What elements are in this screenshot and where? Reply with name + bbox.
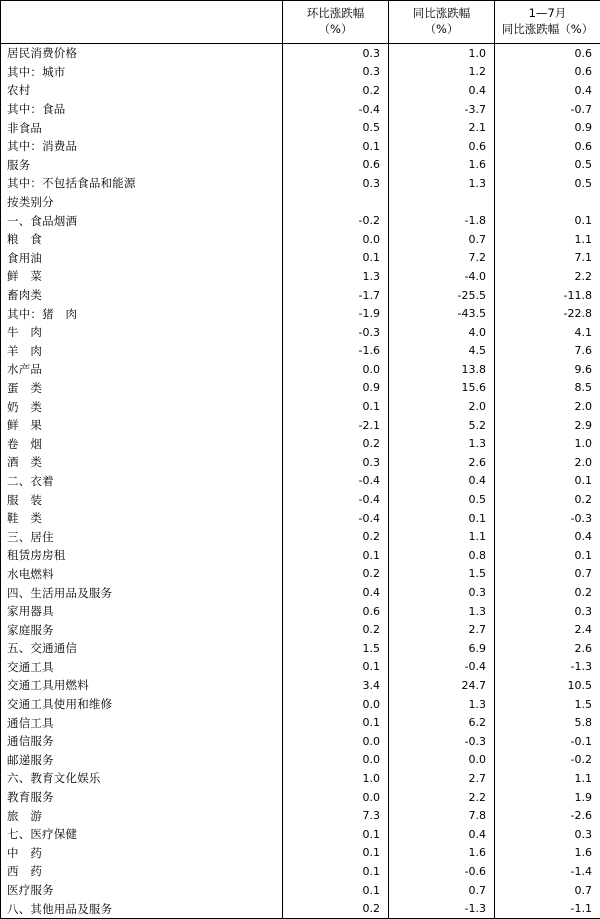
row-label: 其中：不包括食品和能源	[1, 174, 283, 193]
table-row	[1, 806, 600, 825]
row-value-mom: 0.2	[283, 899, 389, 918]
row-value-cumulative: 1.5	[495, 695, 600, 714]
row-value-mom: 0.0	[283, 732, 389, 751]
header-cum-line1: 1—7月	[495, 6, 600, 22]
row-value-mom: 0.9	[283, 379, 389, 398]
table-row	[1, 100, 600, 119]
row-label: 中 药	[1, 844, 283, 863]
row-label: 西 药	[1, 862, 283, 881]
row-value-cumulative: 2.0	[495, 397, 600, 416]
row-value-yoy: 0.7	[389, 881, 495, 900]
row-value-yoy: 0.4	[389, 81, 495, 100]
row-value-yoy: 4.5	[389, 342, 495, 361]
table-row	[1, 118, 600, 137]
row-value-cumulative: 2.2	[495, 267, 600, 286]
row-value-mom: 0.1	[283, 137, 389, 156]
row-value-cumulative: 5.8	[495, 713, 600, 732]
row-value-yoy: 1.2	[389, 63, 495, 82]
table-row	[1, 174, 600, 193]
row-label: 其中：食品	[1, 100, 283, 119]
row-value-yoy: 2.7	[389, 620, 495, 639]
row-value-yoy: 6.9	[389, 639, 495, 658]
row-value-mom: -0.4	[283, 509, 389, 528]
row-label: 鲜 菜	[1, 267, 283, 286]
row-label: 交通工具	[1, 658, 283, 677]
row-value-mom: 0.2	[283, 434, 389, 453]
row-label: 鞋 类	[1, 509, 283, 528]
table-row	[1, 788, 600, 807]
row-value-yoy: 6.2	[389, 713, 495, 732]
row-value-mom: 1.0	[283, 769, 389, 788]
table-row	[1, 44, 600, 63]
row-value-cumulative: 9.6	[495, 360, 600, 379]
row-value-cumulative: 0.5	[495, 156, 600, 175]
row-value-cumulative: -1.1	[495, 899, 600, 918]
row-label: 其中：消费品	[1, 137, 283, 156]
row-value-yoy: 2.7	[389, 769, 495, 788]
row-value-mom	[283, 193, 389, 212]
table-row	[1, 434, 600, 453]
header-cell-cumulative	[495, 1, 600, 44]
row-value-mom: 0.1	[283, 713, 389, 732]
table-row	[1, 342, 600, 361]
row-value-cumulative: 0.7	[495, 881, 600, 900]
row-value-yoy: 1.0	[389, 44, 495, 63]
row-value-yoy: 7.8	[389, 806, 495, 825]
row-value-mom: 0.4	[283, 583, 389, 602]
row-value-cumulative: 0.5	[495, 174, 600, 193]
row-label: 租赁房房租	[1, 546, 283, 565]
row-value-yoy: 0.8	[389, 546, 495, 565]
table-row	[1, 527, 600, 546]
row-label: 畜肉类	[1, 286, 283, 305]
row-value-yoy: 0.7	[389, 230, 495, 249]
table-header	[1, 1, 600, 44]
table-row	[1, 713, 600, 732]
row-value-mom: 0.0	[283, 751, 389, 770]
row-value-yoy: -1.3	[389, 899, 495, 918]
row-value-mom: 0.3	[283, 174, 389, 193]
row-value-mom: -1.6	[283, 342, 389, 361]
header-cum-line2: 同比涨跌幅（%）	[495, 22, 600, 38]
table-row	[1, 156, 600, 175]
header-mom-line1: 环比涨跌幅	[283, 6, 388, 22]
row-label: 其中：猪 肉	[1, 304, 283, 323]
row-value-yoy: 24.7	[389, 676, 495, 695]
row-value-cumulative: -0.7	[495, 100, 600, 119]
header-yoy-line1: 同比涨跌幅	[389, 6, 494, 22]
header-cell-mom	[283, 1, 389, 44]
row-value-mom: 0.1	[283, 249, 389, 268]
row-value-yoy: 1.3	[389, 174, 495, 193]
row-value-mom: -0.4	[283, 472, 389, 491]
table-row	[1, 453, 600, 472]
row-label: 七、医疗保健	[1, 825, 283, 844]
row-value-yoy: 1.6	[389, 156, 495, 175]
row-value-mom: 1.5	[283, 639, 389, 658]
row-value-yoy: 1.6	[389, 844, 495, 863]
row-value-cumulative: -1.3	[495, 658, 600, 677]
row-label: 通信工具	[1, 713, 283, 732]
row-value-cumulative: 7.6	[495, 342, 600, 361]
row-value-cumulative: 0.3	[495, 825, 600, 844]
table-row	[1, 416, 600, 435]
row-value-mom: 0.1	[283, 881, 389, 900]
row-value-yoy: 0.5	[389, 490, 495, 509]
row-value-cumulative: 0.3	[495, 602, 600, 621]
table-row	[1, 249, 600, 268]
row-label: 卷 烟	[1, 434, 283, 453]
row-value-yoy: 13.8	[389, 360, 495, 379]
row-value-mom: 0.1	[283, 397, 389, 416]
row-value-yoy: 0.0	[389, 751, 495, 770]
row-label: 居民消费价格	[1, 44, 283, 63]
row-value-cumulative: 1.1	[495, 769, 600, 788]
row-value-yoy: 1.3	[389, 602, 495, 621]
table-row	[1, 862, 600, 881]
row-value-cumulative: -0.2	[495, 751, 600, 770]
row-value-mom: 0.5	[283, 118, 389, 137]
row-value-cumulative: 1.0	[495, 434, 600, 453]
row-value-yoy: 0.3	[389, 583, 495, 602]
table-row	[1, 881, 600, 900]
row-value-mom: -2.1	[283, 416, 389, 435]
row-value-cumulative: 0.9	[495, 118, 600, 137]
row-value-yoy: 2.6	[389, 453, 495, 472]
row-label: 农村	[1, 81, 283, 100]
row-value-cumulative: 0.1	[495, 546, 600, 565]
row-value-yoy: -43.5	[389, 304, 495, 323]
row-value-mom: 3.4	[283, 676, 389, 695]
row-label: 服务	[1, 156, 283, 175]
row-value-mom: 0.1	[283, 825, 389, 844]
row-value-mom: 0.0	[283, 360, 389, 379]
row-label: 教育服务	[1, 788, 283, 807]
row-label: 家用器具	[1, 602, 283, 621]
table-row	[1, 286, 600, 305]
table-row	[1, 490, 600, 509]
table-row	[1, 769, 600, 788]
table-row	[1, 211, 600, 230]
table-row	[1, 620, 600, 639]
table-row	[1, 695, 600, 714]
row-value-mom: 0.0	[283, 695, 389, 714]
row-value-yoy: 2.2	[389, 788, 495, 807]
row-value-mom: 0.0	[283, 788, 389, 807]
row-value-yoy: 0.4	[389, 825, 495, 844]
row-value-yoy: 0.1	[389, 509, 495, 528]
header-cell-yoy	[389, 1, 495, 44]
row-value-yoy: -1.8	[389, 211, 495, 230]
row-value-cumulative: 2.9	[495, 416, 600, 435]
row-value-yoy: 15.6	[389, 379, 495, 398]
row-label: 一、食品烟酒	[1, 211, 283, 230]
row-value-yoy: 0.6	[389, 137, 495, 156]
row-value-yoy: -0.4	[389, 658, 495, 677]
table-row	[1, 81, 600, 100]
row-value-yoy: 2.1	[389, 118, 495, 137]
row-value-mom: 0.6	[283, 156, 389, 175]
table-row	[1, 658, 600, 677]
row-value-cumulative: 0.7	[495, 565, 600, 584]
table-row	[1, 472, 600, 491]
table-row	[1, 732, 600, 751]
table-row	[1, 844, 600, 863]
row-value-cumulative: 2.6	[495, 639, 600, 658]
row-label: 三、居住	[1, 527, 283, 546]
row-label: 旅 游	[1, 806, 283, 825]
row-value-mom: -1.9	[283, 304, 389, 323]
header-row	[1, 1, 600, 44]
row-label: 羊 肉	[1, 342, 283, 361]
row-value-cumulative: 0.6	[495, 44, 600, 63]
header-cell-label	[1, 1, 283, 44]
row-value-mom: 0.1	[283, 862, 389, 881]
row-value-cumulative: 10.5	[495, 676, 600, 695]
table-row	[1, 379, 600, 398]
row-label: 二、衣着	[1, 472, 283, 491]
row-value-mom: -0.3	[283, 323, 389, 342]
table-row	[1, 63, 600, 82]
row-value-mom: 0.1	[283, 546, 389, 565]
row-value-cumulative: 1.1	[495, 230, 600, 249]
row-value-cumulative: 0.2	[495, 490, 600, 509]
row-value-cumulative: 2.4	[495, 620, 600, 639]
table-row	[1, 360, 600, 379]
row-value-mom: 0.2	[283, 565, 389, 584]
row-value-yoy: -25.5	[389, 286, 495, 305]
row-value-yoy: 1.1	[389, 527, 495, 546]
table-row	[1, 751, 600, 770]
table-row	[1, 304, 600, 323]
table-row	[1, 193, 600, 212]
row-label: 医疗服务	[1, 881, 283, 900]
row-value-cumulative: -2.6	[495, 806, 600, 825]
row-value-cumulative: -0.3	[495, 509, 600, 528]
row-value-cumulative: 0.6	[495, 63, 600, 82]
row-value-cumulative: -1.4	[495, 862, 600, 881]
table-row	[1, 565, 600, 584]
row-label: 奶 类	[1, 397, 283, 416]
table-row	[1, 137, 600, 156]
row-value-yoy: -4.0	[389, 267, 495, 286]
row-value-mom: 1.3	[283, 267, 389, 286]
table-row	[1, 509, 600, 528]
table-row	[1, 230, 600, 249]
row-label: 牛 肉	[1, 323, 283, 342]
row-value-yoy: 0.4	[389, 472, 495, 491]
row-value-mom: 0.2	[283, 620, 389, 639]
row-value-yoy: -0.3	[389, 732, 495, 751]
row-label: 其中：城市	[1, 63, 283, 82]
row-value-mom: -0.4	[283, 100, 389, 119]
row-value-cumulative	[495, 193, 600, 212]
row-label: 六、教育文化娱乐	[1, 769, 283, 788]
row-value-cumulative: -0.1	[495, 732, 600, 751]
row-label: 食用油	[1, 249, 283, 268]
row-value-yoy: -0.6	[389, 862, 495, 881]
header-mom-line2: （%）	[283, 22, 388, 38]
row-value-yoy: 4.0	[389, 323, 495, 342]
row-label: 粮 食	[1, 230, 283, 249]
row-label: 交通工具用燃料	[1, 676, 283, 695]
row-value-yoy: 2.0	[389, 397, 495, 416]
row-label: 邮递服务	[1, 751, 283, 770]
row-label: 蛋 类	[1, 379, 283, 398]
row-value-yoy: 1.3	[389, 695, 495, 714]
table-row	[1, 583, 600, 602]
row-value-cumulative: 0.2	[495, 583, 600, 602]
table-row	[1, 546, 600, 565]
row-value-mom: 0.2	[283, 81, 389, 100]
row-value-yoy: 5.2	[389, 416, 495, 435]
row-label: 非食品	[1, 118, 283, 137]
row-value-yoy: -3.7	[389, 100, 495, 119]
row-label: 四、生活用品及服务	[1, 583, 283, 602]
row-value-mom: -0.2	[283, 211, 389, 230]
row-value-cumulative: -11.8	[495, 286, 600, 305]
row-value-mom: -0.4	[283, 490, 389, 509]
row-value-mom: 0.0	[283, 230, 389, 249]
row-value-cumulative: -22.8	[495, 304, 600, 323]
row-value-mom: 0.1	[283, 658, 389, 677]
table-row	[1, 676, 600, 695]
row-label: 酒 类	[1, 453, 283, 472]
table-row	[1, 267, 600, 286]
row-value-mom: 7.3	[283, 806, 389, 825]
table-row	[1, 639, 600, 658]
row-value-cumulative: 0.1	[495, 211, 600, 230]
row-label: 鲜 果	[1, 416, 283, 435]
row-value-mom: 0.1	[283, 844, 389, 863]
row-value-cumulative: 1.9	[495, 788, 600, 807]
row-value-yoy: 7.2	[389, 249, 495, 268]
row-value-cumulative: 0.4	[495, 527, 600, 546]
row-value-cumulative: 8.5	[495, 379, 600, 398]
row-label: 水电燃料	[1, 565, 283, 584]
table-body	[1, 44, 600, 919]
table-row	[1, 397, 600, 416]
row-value-yoy: 1.3	[389, 434, 495, 453]
row-value-mom: 0.2	[283, 527, 389, 546]
row-label: 八、其他用品及服务	[1, 899, 283, 918]
row-value-mom: 0.6	[283, 602, 389, 621]
row-label: 交通工具使用和维修	[1, 695, 283, 714]
row-value-cumulative: 0.6	[495, 137, 600, 156]
table-row	[1, 825, 600, 844]
row-label: 水产品	[1, 360, 283, 379]
row-value-yoy	[389, 193, 495, 212]
row-value-mom: 0.3	[283, 44, 389, 63]
row-label: 服 装	[1, 490, 283, 509]
row-value-cumulative: 2.0	[495, 453, 600, 472]
row-label: 按类别分	[1, 193, 283, 212]
table-row	[1, 323, 600, 342]
row-value-cumulative: 0.4	[495, 81, 600, 100]
table-row	[1, 899, 600, 918]
row-value-mom: -1.7	[283, 286, 389, 305]
row-label: 家庭服务	[1, 620, 283, 639]
header-yoy-line2: （%）	[389, 22, 494, 38]
row-value-mom: 0.3	[283, 453, 389, 472]
row-label: 通信服务	[1, 732, 283, 751]
table-row	[1, 602, 600, 621]
row-label: 五、交通通信	[1, 639, 283, 658]
row-value-yoy: 1.5	[389, 565, 495, 584]
row-value-cumulative: 7.1	[495, 249, 600, 268]
row-value-cumulative: 0.1	[495, 472, 600, 491]
row-value-cumulative: 4.1	[495, 323, 600, 342]
row-value-cumulative: 1.6	[495, 844, 600, 863]
row-value-mom: 0.3	[283, 63, 389, 82]
